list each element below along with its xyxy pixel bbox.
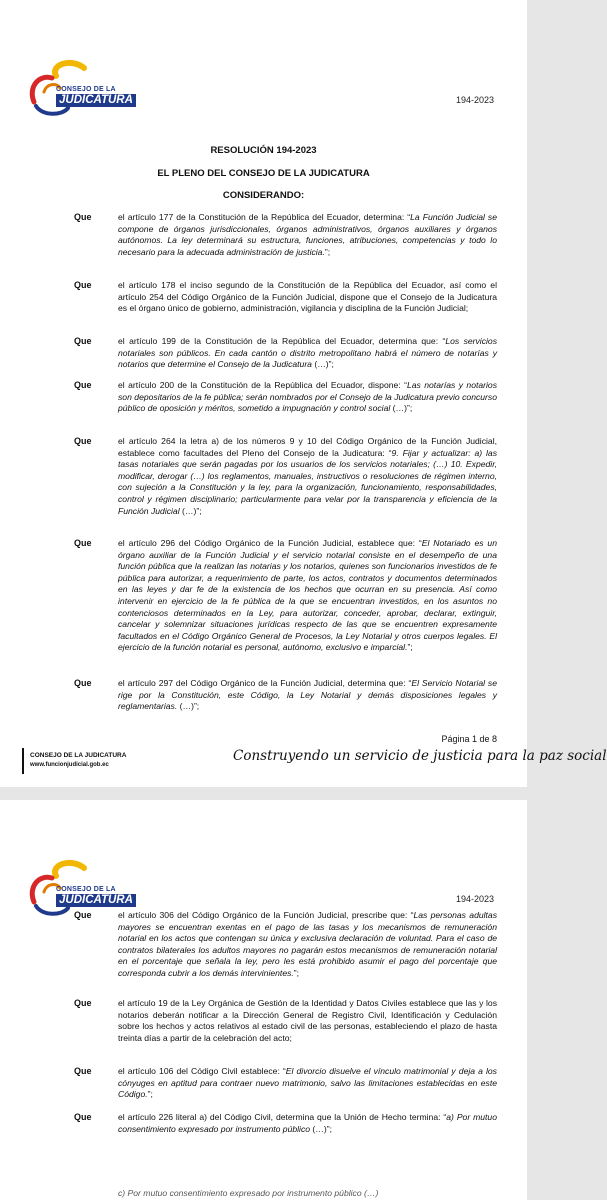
logo-text-line1: CONSEJO DE LA [56,886,116,893]
clause-text: el artículo 199 de la Constitución de la República del Ecuador, determina que: “Los servicios notariales son públicos. En cada cantón o distrito metropolitano habrá el número de notarías y notarios que determine el Consejo de la Judicatura (…)”; [118,336,497,370]
que-label: Que [74,1112,92,1122]
que-label: Que [74,280,92,290]
que-label: Que [74,212,92,222]
document-page-2 [0,800,527,1200]
clause-text: el artículo 226 literal a) del Código Civil, determina que la Unión de Hecho termina: “a) Por mutuo consentimiento expresado por instrumento público (…)”; [118,1112,497,1134]
clause-text: el artículo 297 del Código Orgánico de la Función Judicial, determina que: “El Servicio Notarial se rige por la Constitución, este Código, la Ley Notarial y demás disposiciones legales y reglamentarias. (…)”; [118,678,497,712]
clause-text: el artículo 264 la letra a) de los números 9 y 10 del Código Orgánico de la Función Judicial, establece como facultades del Pleno del Consejo de la Judicatura: “9. Fijar y actualizar: a) las tasas notariales que serán pagadas por los usuarios de los servicios notariales; (…) 10. Expedir, modificar, derogar (…) los reglamentos, manuales, instructivos o resoluciones de régimen interno, con sujeción a la Constitución y la ley, para la organización, funcionamiento, responsabilidades, control y régimen disciplinario; particularmente para velar por la transparencia y eficiencia de la Función Judicial (…)”; [118,436,497,516]
footer-divider [22,748,24,774]
clause-text: el artículo 177 de la Constitución de la República del Ecuador, determina: “La Función Judicial se compone de órganos jurisdiccionales, órganos administrativos, órganos auxiliares y órganos autónomos. La ley determinará su estructura, funciones, atribuciones, competencias y todo lo necesario para la adecuada administración de justicia.”; [118,212,498,257]
judicatura-logo [22,858,132,918]
que-label: Que [74,538,92,548]
que-label: Que [74,380,92,390]
logo-text-line1: CONSEJO DE LA [56,86,116,93]
clause-text: el artículo 296 del Código Orgánico de la Función Judicial, establece que: “El Notariado es un órgano auxiliar de la Función Judicial y el servicio notarial consiste en el desempeño de una función pública que la realizan las notarias y los notarios, quienes son funcionarios investidos de fe pública para autorizar, a requerimiento de parte, los actos, contratos y documentos determinados en las leyes y dar fe de la existencia de los hechos que ocurran en su presencia. Así como intervenir en ejercicio de la fe pública de la que se encuentran investidos, en los asuntos no contenciosos determinados en la Ley, para autorizar, conceder, aprobar, declarar, extinguir, cancelar y solemnizar situaciones jurídicas respecto de las que se encuentren expresamente facultados en el Código Orgánico General de Procesos, la Ley Notarial y otros cuerpos legales. El ejercicio de la función notarial es personal, autónomo, exclusivo e imparcial.”; [118,538,497,653]
footer-website: www.funcionjudicial.gob.ec [30,762,109,768]
judicatura-logo [22,58,132,118]
considerando-heading: CONSIDERANDO: [222,190,305,201]
document-number: 194-2023 [455,894,494,904]
footer-org-name: CONSEJO DE LA JUDICATURA [30,752,127,759]
clause-text: el artículo 178 el inciso segundo de la Constitución de la República del Ecuador, así como el artículo 254 del Código Orgánico de la Función Judicial, dispone que el Consejo de la Judicatura es el órgano único de gobierno, administración, vigilancia y disciplina de la Función Judicial; [118,280,497,314]
document-number: 194-2023 [455,95,494,105]
clause-text: el artículo 200 de la Constitución de la República del Ecuador, dispone: “Las notarías y notarios son depositarios de la fe pública; serán nombrados por el Consejo de la Judicatura previo concurso público de oposición y méritos, sometido a impugnación y control social (…)”; [118,380,497,414]
que-label: Que [74,1066,92,1076]
logo-text-line2: JUDICATURA [56,894,136,907]
que-label: Que [74,998,92,1008]
que-label: Que [74,436,92,446]
cutoff-line: c) Por mutuo consentimiento expresado por instrumento público (…) [118,1188,379,1198]
footer-slogan: Construyendo un servicio de justicia para la paz social [233,748,607,764]
que-label: Que [74,678,92,688]
logo-text-line2: JUDICATURA [56,94,136,107]
clause-text: el artículo 106 del Código Civil establece: “El divorcio disuelve el vínculo matrimonial y deja a los cónyuges en aptitud para contraer nuevo matrimonio, salvo las limitaciones establecidas en este Código.”; [118,1066,497,1100]
clause-text: el artículo 306 del Código Orgánico de la Función Judicial, prescribe que: “Las personas adultas mayores se encuentran exentas en el pago de las tasas y los mecanismos de remuneración notarial en los actos que contengan su única y exclusiva declaración de voluntad. Para el caso de contratos bilaterales los adultos mayores no pagarán estos mecanismos de remuneración notarial en el porcentaje que señala la ley, pero les está prohibido asumir el pago del porcentaje que corresponda cubrir a los demás intervinientes.”; [118,910,497,978]
pleno-heading: EL PLENO DEL CONSEJO DE LA JUDICATURA [157,168,370,179]
que-label: Que [74,910,92,920]
resolution-title: RESOLUCIÓN 194-2023 [210,145,317,156]
clause-text: el artículo 19 de la Ley Orgánica de Gestión de la Identidad y Datos Civiles establece que las y los notarios deberán notificar a la Dirección General de Registro Civil, Identificación y Cedulación sobre los hechos y actos relativos al estado civil de las personas, estableciendo el plazo de hasta treinta días a partir de la celebración del acto; [118,998,497,1043]
que-label: Que [74,336,92,346]
page-number: Página 1 de 8 [441,734,497,744]
